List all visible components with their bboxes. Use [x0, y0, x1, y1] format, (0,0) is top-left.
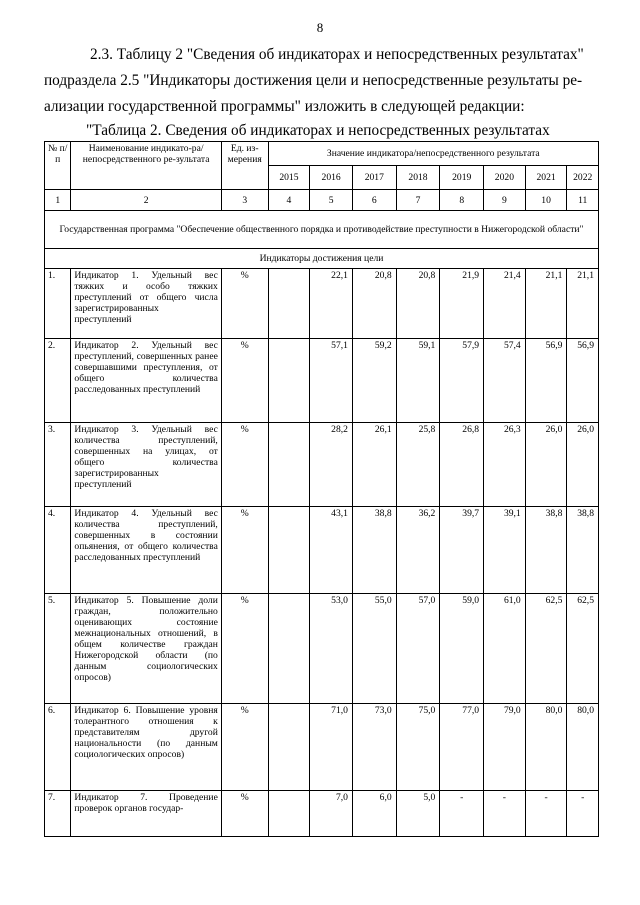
table-row	[45, 704, 599, 791]
row-value	[268, 339, 310, 423]
indicators-table	[44, 141, 599, 837]
row-value	[268, 704, 310, 791]
row-value: -	[440, 791, 484, 837]
table-caption: "Таблица 2. Сведения об индикаторах и непосредственных результатах	[86, 122, 550, 139]
header-unit: Ед. из-мерения	[221, 142, 268, 190]
row-num: 2.	[45, 339, 71, 423]
row-value: 39,1	[484, 507, 526, 594]
row-value: 22,1	[310, 269, 353, 339]
row-value: 71,0	[310, 704, 353, 791]
table-row	[45, 423, 599, 507]
column-number: 2	[71, 190, 221, 211]
row-value: 36,2	[396, 507, 440, 594]
header-year: 2015	[268, 166, 310, 190]
row-value: 6,0	[352, 791, 396, 837]
row-value: 75,0	[396, 704, 440, 791]
column-number: 7	[396, 190, 440, 211]
row-value: 56,9	[567, 339, 599, 423]
row-unit: %	[221, 594, 268, 704]
row-num: 7.	[45, 791, 71, 837]
row-value: 38,8	[525, 507, 567, 594]
row-value: 5,0	[396, 791, 440, 837]
column-number: 9	[484, 190, 526, 211]
column-number: 6	[352, 190, 396, 211]
row-value: 62,5	[525, 594, 567, 704]
row-value: 25,8	[396, 423, 440, 507]
intro-paragraph	[44, 42, 594, 120]
row-value: 7,0	[310, 791, 353, 837]
row-value: 57,9	[440, 339, 484, 423]
row-value: 21,9	[440, 269, 484, 339]
row-value: 26,8	[440, 423, 484, 507]
row-value: 28,2	[310, 423, 353, 507]
row-unit: %	[221, 339, 268, 423]
row-value: 20,8	[352, 269, 396, 339]
row-num: 1.	[45, 269, 71, 339]
row-value: 59,2	[352, 339, 396, 423]
row-name: Индикатор 6. Повышение уровня толерантного отношения к представителям другой национальности (по данным социологических опросов)	[71, 704, 221, 791]
table-row	[45, 594, 599, 704]
header-name: Наименование индикато-ра/непосредственного ре-зультата	[71, 142, 221, 190]
column-number: 1	[45, 190, 71, 211]
row-value: 57,1	[310, 339, 353, 423]
table-row	[45, 339, 599, 423]
row-num: 6.	[45, 704, 71, 791]
row-num: 3.	[45, 423, 71, 507]
row-name: Индикатор 1. Удельный вес тяжких и особо тяжких преступлений от общего числа зарегистрированных преступлений	[71, 269, 221, 339]
row-unit: %	[221, 704, 268, 791]
row-value	[268, 594, 310, 704]
column-number: 3	[221, 190, 268, 211]
table-row	[45, 269, 599, 339]
row-value: 62,5	[567, 594, 599, 704]
row-value: 57,4	[484, 339, 526, 423]
row-value: 26,3	[484, 423, 526, 507]
row-value: 26,1	[352, 423, 396, 507]
column-number: 4	[268, 190, 310, 211]
row-num: 5.	[45, 594, 71, 704]
column-number: 8	[440, 190, 484, 211]
row-value: 57,0	[396, 594, 440, 704]
row-value: 39,7	[440, 507, 484, 594]
row-value: 59,0	[440, 594, 484, 704]
row-num: 4.	[45, 507, 71, 594]
row-value: 73,0	[352, 704, 396, 791]
row-value: -	[567, 791, 599, 837]
row-value	[268, 269, 310, 339]
program-title: Государственная программа "Обеспечение общественного порядка и противодействие преступности в Нижегородской области"	[45, 211, 599, 249]
intro-line-1: 2.3. Таблицу 2 "Сведения об индикаторах и непосредственных результатах"	[90, 46, 584, 63]
intro-line-3: ализации государственной программы" изложить в следующей редакции:	[44, 98, 525, 115]
row-value: -	[484, 791, 526, 837]
column-number: 11	[567, 190, 599, 211]
row-value: 80,0	[525, 704, 567, 791]
row-value	[268, 423, 310, 507]
row-value: 38,8	[567, 507, 599, 594]
page-number: 8	[316, 20, 324, 35]
row-name: Индикатор 7. Проведение проверок органов государ-	[71, 791, 221, 837]
header-year: 2017	[352, 166, 396, 190]
table-row	[45, 791, 599, 837]
row-unit: %	[221, 423, 268, 507]
row-value: 61,0	[484, 594, 526, 704]
row-name: Индикатор 5. Повышение доли граждан, положительно оценивающих состояние межнациональных отношений, в общем количестве граждан Нижегородской области (по данным социологических опросов)	[71, 594, 221, 704]
header-year: 2020	[484, 166, 526, 190]
row-value: 53,0	[310, 594, 353, 704]
row-value: 26,0	[567, 423, 599, 507]
row-value: 55,0	[352, 594, 396, 704]
row-name: Индикатор 4. Удельный вес количества преступлений, совершенных в состоянии опьянения, от общего количества расследованных преступлений	[71, 507, 221, 594]
row-value: 77,0	[440, 704, 484, 791]
row-unit: %	[221, 507, 268, 594]
row-value: -	[525, 791, 567, 837]
header-year: 2021	[525, 166, 567, 190]
row-value: 59,1	[396, 339, 440, 423]
row-value	[268, 507, 310, 594]
row-value: 26,0	[525, 423, 567, 507]
row-name: Индикатор 3. Удельный вес количества преступлений, совершенных на улицах, от общего количества зарегистрированных преступлений	[71, 423, 221, 507]
row-value: 38,8	[352, 507, 396, 594]
column-number: 10	[525, 190, 567, 211]
column-number: 5	[310, 190, 353, 211]
row-value: 20,8	[396, 269, 440, 339]
section-title: Индикаторы достижения цели	[45, 249, 599, 269]
intro-line-2: подраздела 2.5 "Индикаторы достижения цели и непосредственные результаты ре-	[44, 72, 583, 89]
header-value: Значение индикатора/непосредственного результата	[268, 142, 598, 166]
header-year: 2019	[440, 166, 484, 190]
row-unit: %	[221, 791, 268, 837]
row-value: 21,1	[525, 269, 567, 339]
row-value: 79,0	[484, 704, 526, 791]
row-value	[268, 791, 310, 837]
row-unit: %	[221, 269, 268, 339]
header-year: 2022	[567, 166, 599, 190]
row-name: Индикатор 2. Удельный вес преступлений, совершенных ранее совершавшими преступления, от общего количества расследованных преступлений	[71, 339, 221, 423]
row-value: 56,9	[525, 339, 567, 423]
table-row	[45, 507, 599, 594]
row-value: 43,1	[310, 507, 353, 594]
header-num: № п/п	[45, 142, 71, 190]
row-value: 21,1	[567, 269, 599, 339]
row-value: 21,4	[484, 269, 526, 339]
header-year: 2018	[396, 166, 440, 190]
row-value: 80,0	[567, 704, 599, 791]
header-year: 2016	[310, 166, 353, 190]
